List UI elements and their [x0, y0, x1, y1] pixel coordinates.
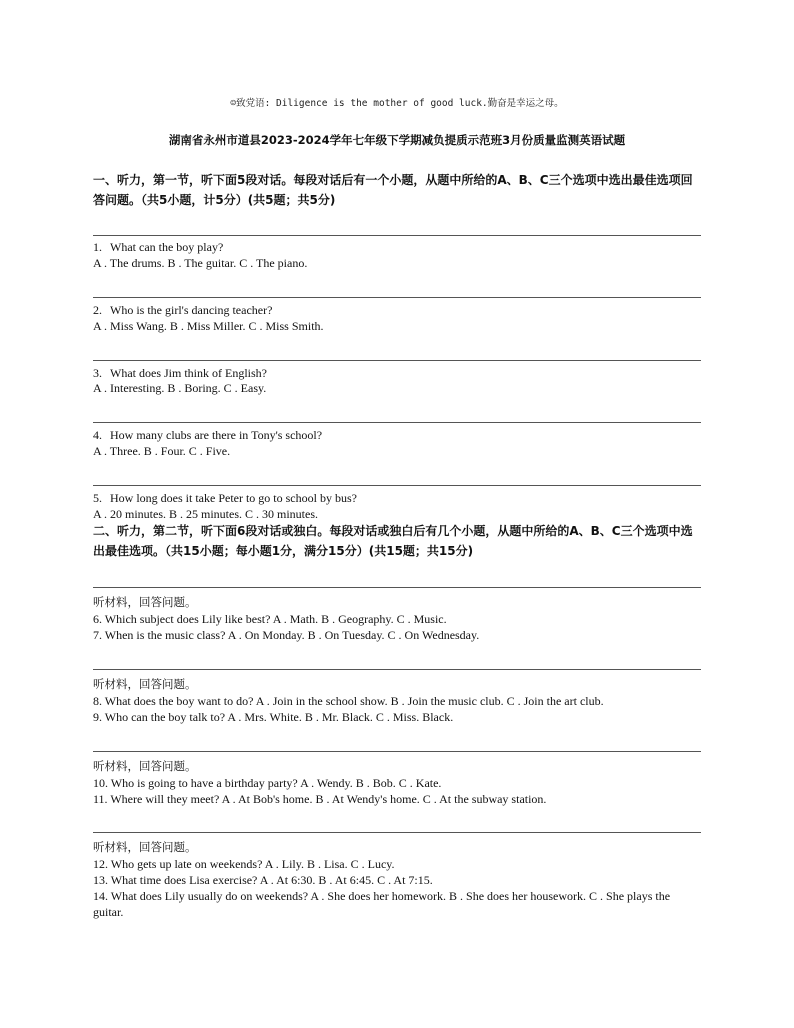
- listen-instruction: 听材料，回答问题。: [93, 840, 197, 854]
- question-3-options: A . Interesting. B . Boring. C . Easy.: [93, 381, 267, 395]
- question-11: 11. Where will they meet? A . At Bob's home. B . At Wendy's home. C . At the subway station.: [93, 792, 547, 806]
- divider: [93, 422, 701, 423]
- question-3: [93, 366, 703, 382]
- question-9: 9. Who can the boy talk to? A . Mrs. White. B . Mr. Black. C . Miss. Black.: [93, 710, 454, 724]
- listen-instruction: 听材料，回答问题。: [93, 677, 197, 691]
- listen-instruction: 听材料，回答问题。: [93, 759, 197, 773]
- question-8: 8. What does the boy want to do? A . Join in the school show. B . Join the music club. C . Join the art club.: [93, 694, 604, 708]
- question-number: 1.: [93, 240, 102, 254]
- divider: [93, 360, 701, 361]
- motto-line: ☺致党语: Diligence is the mother of good luck.勤奋是幸运之母。: [230, 98, 564, 109]
- question-number: 3.: [93, 366, 102, 380]
- divider: [93, 485, 701, 486]
- divider: [93, 832, 701, 833]
- question-1: [93, 240, 703, 256]
- exam-title: 湖南省永州市道县2023-2024学年七年级下学期减负提质示范班3月份质量监测英语试题: [168, 133, 626, 147]
- question-text: How many clubs are there in Tony's school?: [110, 428, 323, 442]
- question-text: What does Jim think of English?: [110, 366, 267, 380]
- question-5: [93, 491, 703, 507]
- question-4-options: A . Three. B . Four. C . Five.: [93, 444, 231, 458]
- question-number: 2.: [93, 303, 102, 317]
- question-text: How long does it take Peter to go to school by bus?: [110, 491, 357, 505]
- question-number: 5.: [93, 491, 102, 505]
- question-4: [93, 428, 703, 444]
- listen-instruction: 听材料，回答问题。: [93, 595, 197, 609]
- section-heading-part1: 一、听力，第一节，听下面5段对话。每段对话后有一个小题，从题中所给的A、B、C三个选项中选出最佳选项回答问题。（共5小题，计5分）(共5题；共5分): [93, 173, 693, 207]
- question-text: What can the boy play?: [110, 240, 224, 254]
- question-10: 10. Who is going to have a birthday party? A . Wendy. B . Bob. C . Kate.: [93, 776, 442, 790]
- question-1-options: A . The drums. B . The guitar. C . The piano.: [93, 256, 308, 270]
- question-2-options: A . Miss Wang. B . Miss Miller. C . Miss Smith.: [93, 319, 324, 333]
- divider: [93, 297, 701, 298]
- question-12: 12. Who gets up late on weekends? A . Lily. B . Lisa. C . Lucy.: [93, 857, 395, 871]
- question-2: [93, 303, 703, 319]
- question-number: 4.: [93, 428, 102, 442]
- question-6: 6. Which subject does Lily like best? A . Math. B . Geography. C . Music.: [93, 612, 447, 626]
- question-5-options: A . 20 minutes. B . 25 minutes. C . 30 minutes.: [93, 507, 319, 521]
- question-7: 7. When is the music class? A . On Monday. B . On Tuesday. C . On Wednesday.: [93, 628, 480, 642]
- divider: [93, 751, 701, 752]
- divider: [93, 235, 701, 236]
- question-14: 14. What does Lily usually do on weekends? A . She does her homework. B . She does her housework. C . She plays the guitar.: [93, 889, 671, 919]
- question-13: 13. What time does Lisa exercise? A . At 6:30. B . At 6:45. C . At 7:15.: [93, 873, 433, 887]
- divider: [93, 587, 701, 588]
- divider: [93, 669, 701, 670]
- section-heading-part2: 二、听力，第二节，听下面6段对话或独白。每段对话或独白后有几个小题，从题中所给的A、B、C三个选项中选出最佳选项。（共15小题；每小题1分，满分15分）(共15题；共15分): [93, 524, 693, 558]
- question-text: Who is the girl's dancing teacher?: [110, 303, 273, 317]
